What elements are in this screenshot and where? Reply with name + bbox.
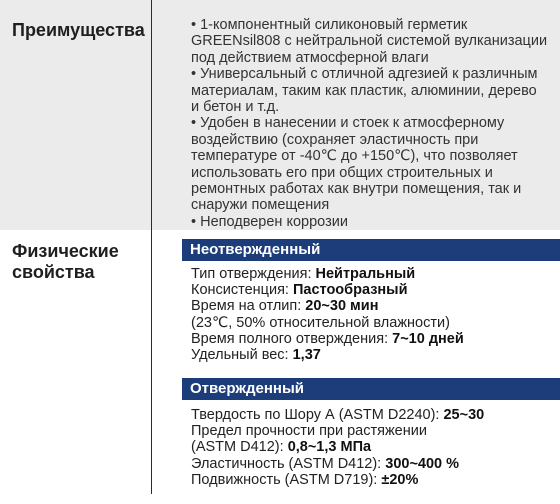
advantages-label: Преимущества bbox=[12, 20, 145, 40]
property-row bbox=[191, 423, 553, 439]
property-value: 25~30 bbox=[443, 407, 485, 423]
physical-properties-label: Физические свойства bbox=[12, 241, 119, 282]
advantages-line: снаружи помещения bbox=[191, 197, 330, 214]
uncured-heading: Неотвержденный bbox=[182, 239, 560, 261]
property-label: Удельный вес: bbox=[191, 347, 293, 364]
property-label: Твердость по Шору А (ASTM D2240): bbox=[191, 407, 444, 423]
advantages-line: материалам, таким как пластик, алюминии, дерево bbox=[191, 82, 537, 99]
property-value: 7~10 дней bbox=[392, 330, 464, 347]
property-row bbox=[191, 439, 553, 455]
property-label: Время на отлип: bbox=[191, 298, 306, 315]
advantages-text bbox=[191, 17, 553, 230]
property-value: 300~400 % bbox=[385, 455, 460, 472]
uncured-properties bbox=[191, 266, 553, 363]
property-row bbox=[191, 472, 553, 488]
property-value: Нейтральный bbox=[315, 266, 416, 282]
property-value: Пастообразный bbox=[292, 282, 408, 299]
property-label: Предел прочности при растяжении bbox=[191, 423, 427, 440]
property-value: 1,37 bbox=[292, 347, 321, 364]
property-row bbox=[191, 347, 553, 363]
cured-heading: Отвержденный bbox=[182, 378, 560, 400]
property-label: Время полного отверждения: bbox=[191, 330, 393, 347]
property-value: 20~30 мин bbox=[305, 298, 379, 315]
property-label: (ASTM D412): bbox=[191, 439, 288, 456]
property-label: Эластичность (ASTM D412): bbox=[191, 455, 386, 472]
advantages-line: • Удобен в нанесении и стоек к атмосферному bbox=[191, 115, 505, 132]
advantages-line: под действием атмосферной влаги bbox=[191, 49, 429, 66]
property-label: (23℃, 50% относительной влажности) bbox=[191, 314, 450, 331]
advantages-line: и бетон и т.д. bbox=[191, 99, 280, 116]
property-row bbox=[191, 456, 553, 472]
advantages-line: температуре от -40℃ до +150℃), что позволяет bbox=[191, 148, 518, 165]
property-row bbox=[191, 315, 553, 331]
property-row bbox=[191, 407, 553, 423]
property-row bbox=[191, 282, 553, 298]
property-value: 0,8~1,3 МПа bbox=[287, 439, 372, 456]
property-label: Тип отверждения: bbox=[191, 266, 316, 282]
property-value: ±20% bbox=[381, 471, 419, 488]
cured-properties bbox=[191, 407, 553, 488]
property-label: Консистенция: bbox=[191, 282, 293, 299]
column-divider bbox=[151, 0, 152, 494]
advantages-line: • 1-компонентный силиконовый герметик bbox=[191, 17, 468, 33]
advantages-line: • Неподверен коррозии bbox=[191, 213, 348, 230]
property-label: Подвижность (ASTM D719): bbox=[191, 471, 382, 488]
advantages-line: GREENsil808 с нейтральной системой вулканизации bbox=[191, 33, 548, 50]
advantages-line: воздействию (сохраняет эластичность при bbox=[191, 131, 479, 148]
advantages-line: • Универсальный с отличной адгезией к различным bbox=[191, 66, 538, 83]
advantages-line: ремонтных работах как внутри помещения, так и bbox=[191, 181, 522, 198]
property-row bbox=[191, 331, 553, 347]
property-row bbox=[191, 266, 553, 282]
advantages-line: использовать его при общих строительных и bbox=[191, 164, 493, 181]
property-row bbox=[191, 298, 553, 314]
